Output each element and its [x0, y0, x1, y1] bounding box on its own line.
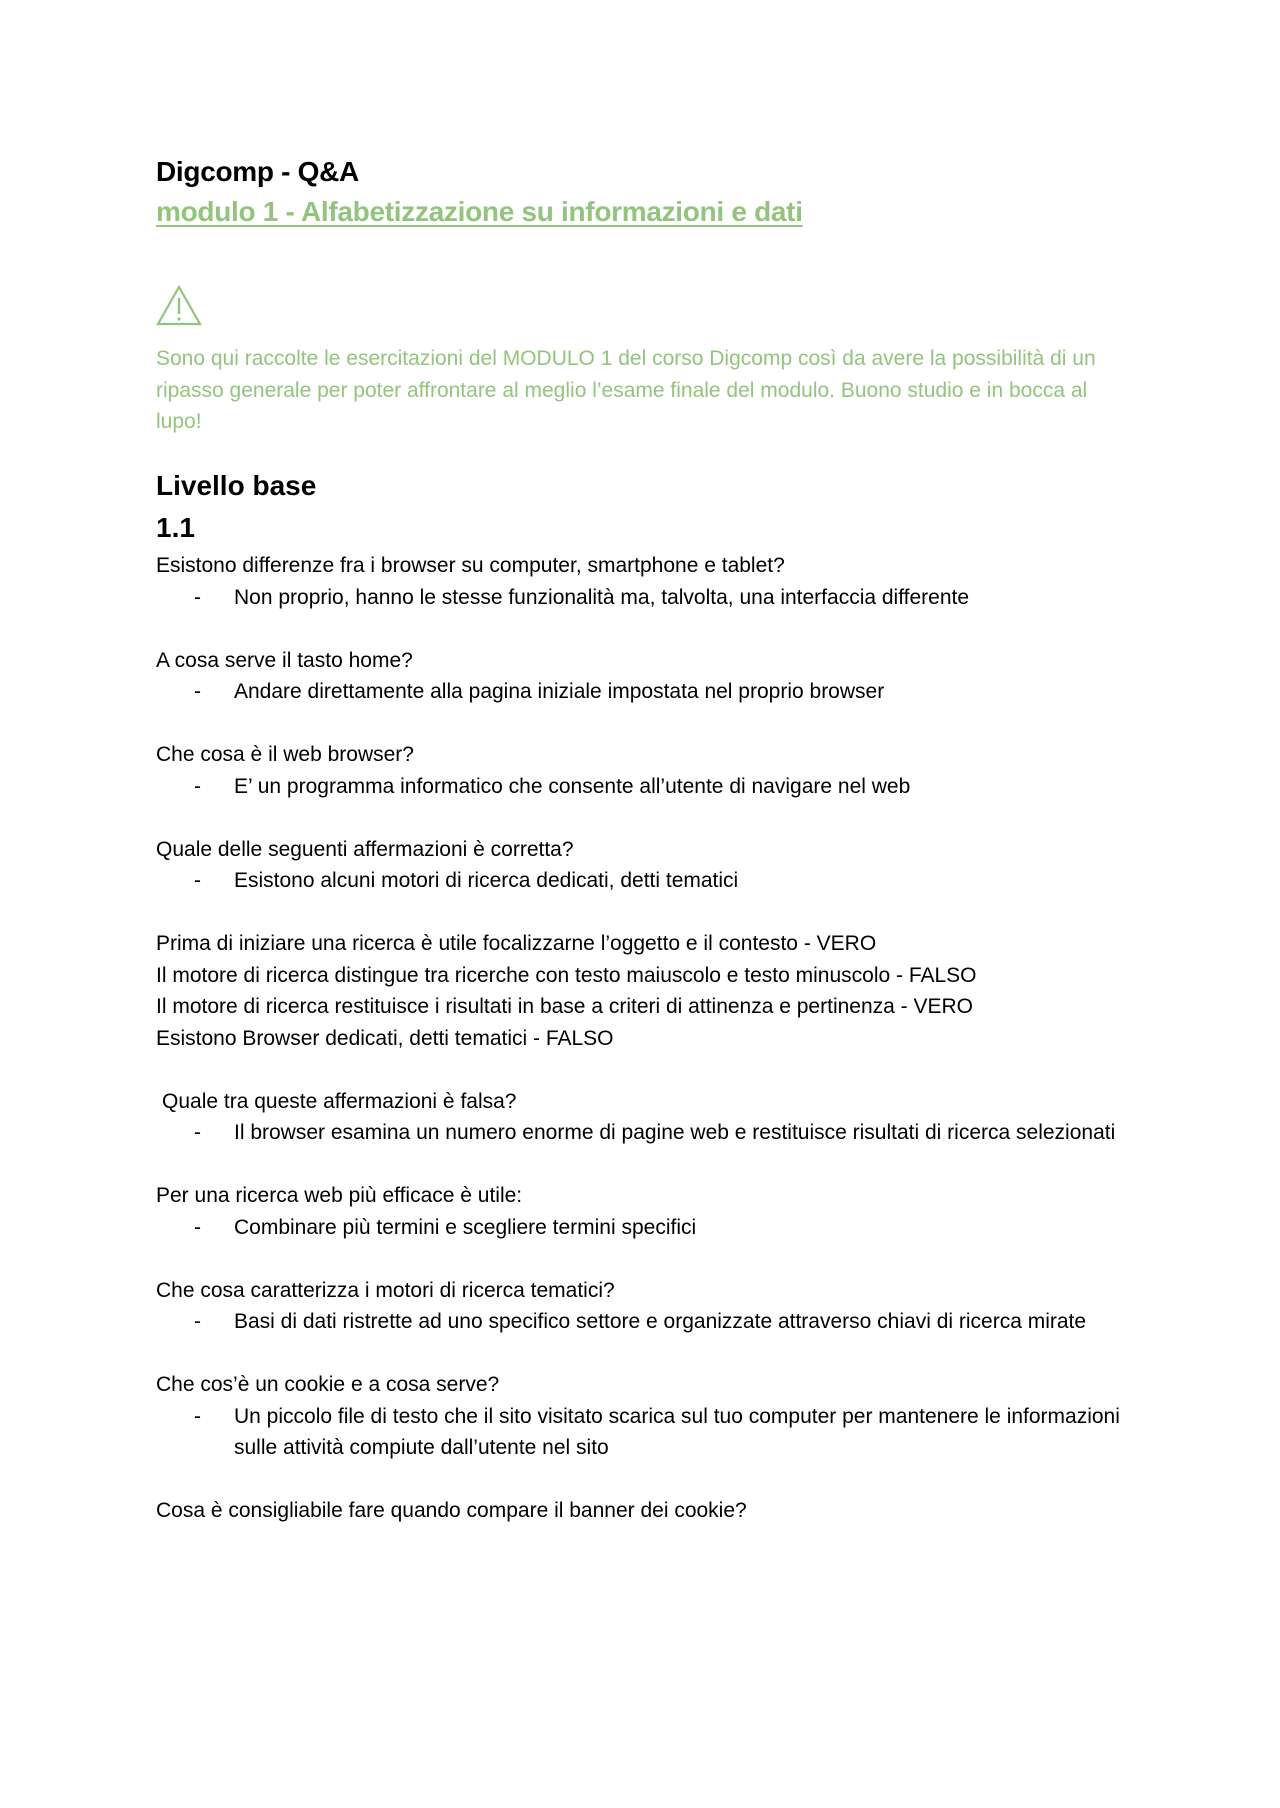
question: Per una ricerca web più efficace è utile: [156, 1184, 523, 1207]
bullet-dash: - [194, 774, 201, 798]
true-false-statement: Il motore di ricerca restituisce i risultati in base a criteri di attinenza e pertinenza - VERO [156, 995, 974, 1018]
subsection-heading: 1.1 [156, 512, 195, 543]
answer: - E’ un programma informatico che consente all’utente di navigare nel web [156, 771, 1134, 803]
bullet-dash: - [194, 1215, 201, 1239]
question: Quale tra queste affermazioni è falsa? [162, 1089, 517, 1113]
question: Che cosa caratterizza i motori di ricerca tematici? [156, 1278, 615, 1302]
answer: - Andare direttamente alla pagina iniziale impostata nel proprio browser [156, 676, 1134, 708]
answer: - Basi di dati ristrette ad uno specifico settore e organizzate attraverso chiavi di ricerca mirate [156, 1306, 1134, 1338]
bullet-dash: - [194, 680, 201, 703]
question: Cosa è consigliabile fare quando compare il banner dei cookie? [156, 1499, 747, 1522]
question: Quale delle seguenti affermazioni è corretta? [156, 837, 574, 861]
bullet-dash: - [194, 1310, 201, 1333]
question: Che cos’è un cookie e a cosa serve? [156, 1373, 500, 1396]
answer: - Il browser esamina un numero enorme di pagine web e restituisce risultati di ricerca selezionati [156, 1117, 1134, 1149]
answer: - Non proprio, hanno le stesse funzionalità ma, talvolta, una interfaccia differente [156, 582, 1134, 614]
question: Esistono differenze fra i browser su computer, smartphone e tablet? [156, 554, 785, 577]
warning-triangle-icon [156, 284, 202, 326]
true-false-statement: Prima di iniziare una ricerca è utile focalizzarne l’oggetto e il contesto - VERO [156, 932, 877, 955]
true-false-statement: Il motore di ricerca distingue tra ricerche con testo maiuscolo e testo minuscolo - FALSO [156, 963, 977, 987]
question: A cosa serve il tasto home? [156, 648, 413, 672]
answer: - Esistono alcuni motori di ricerca dedicati, detti tematici [156, 865, 1134, 897]
true-false-statement: Esistono Browser dedicati, detti tematici - FALSO [156, 1026, 614, 1050]
bullet-dash: - [194, 869, 201, 892]
document-title: Digcomp - Q&A [156, 156, 359, 187]
module-subtitle-link[interactable]: modulo 1 - Alfabetizzazione su informazioni e dati [156, 196, 803, 227]
bullet-dash: - [194, 1121, 201, 1144]
intro-paragraph: Sono qui raccolte le esercitazioni del MODULO 1 del corso Digcomp così da avere la possibilità di un ripasso generale per poter affrontare al meglio l’esame finale del modulo. Buono studio e in bocca al lupo! [156, 347, 1096, 433]
qa-list [156, 550, 1136, 1527]
answer: - Un piccolo file di testo che il sito visitato scarica sul tuo computer per mantenere le informazioni sulle attività compiute dall’utente nel sito [156, 1401, 1134, 1464]
bullet-dash: - [194, 585, 201, 609]
section-heading: Livello base [156, 470, 317, 501]
question: Che cosa è il web browser? [156, 743, 414, 766]
answer: - Combinare più termini e scegliere termini specifici [156, 1212, 1134, 1244]
bullet-dash: - [194, 1404, 201, 1428]
